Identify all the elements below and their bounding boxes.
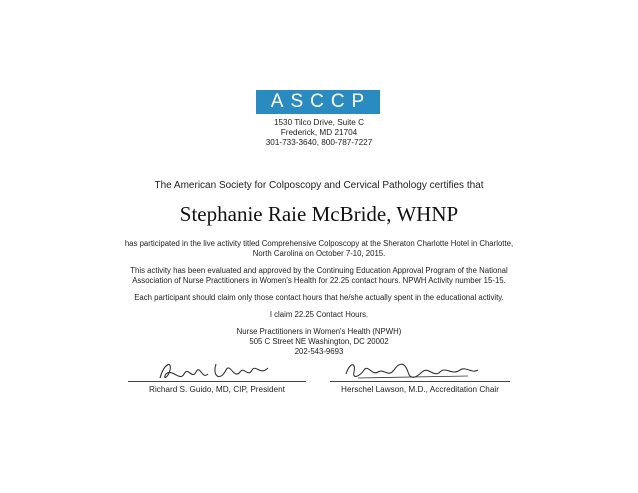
activity-line-1: has participated in the live activity titled Comprehensive Colposcopy at the Sheraton Charlotte Hotel in Charlotte, xyxy=(124,239,514,248)
asccp-logo xyxy=(256,90,380,114)
approval-line-1: This activity has been evaluated and approved by the Continuing Education Approval Program of the National xyxy=(130,266,508,275)
approval-line-2: Association of Nurse Practitioners in Women's Health for 22.25 contact hours. NPWH Activity number 15-15. xyxy=(132,276,506,285)
address-line-3: 301-733-3640, 800-787-7227 xyxy=(265,138,373,147)
left-signature-line xyxy=(128,381,306,382)
right-signature-line xyxy=(330,381,510,382)
logo-text: ASCCP xyxy=(270,91,372,112)
npwh-name: Nurse Practitioners in Women's Health (NPWH) xyxy=(236,327,402,336)
address-line-1: 1530 Tilco Drive, Suite C xyxy=(273,118,365,127)
claim-hours: I claim 22.25 Contact Hours. xyxy=(269,310,369,319)
left-signatory-label: Richard S. Guido, MD, CIP, President xyxy=(149,385,285,394)
recipient-name: Stephanie Raie McBride, WHNP xyxy=(179,202,459,226)
activity-line-2: North Carolina on October 7-10, 2015. xyxy=(252,249,386,258)
npwh-phone: 202-543-9693 xyxy=(294,347,344,356)
claim-instruction: Each participant should claim only those contact hours that he/she actually spent in the educational activity. xyxy=(134,293,504,302)
certifies-statement: The American Society for Colposcopy and Cervical Pathology certifies that xyxy=(154,180,484,191)
right-signatory-label: Herschel Lawson, M.D., Accreditation Chair xyxy=(341,385,499,394)
npwh-address: 505 C Street NE Washington, DC 20002 xyxy=(249,337,389,346)
address-line-2: Frederick, MD 21704 xyxy=(280,128,358,137)
